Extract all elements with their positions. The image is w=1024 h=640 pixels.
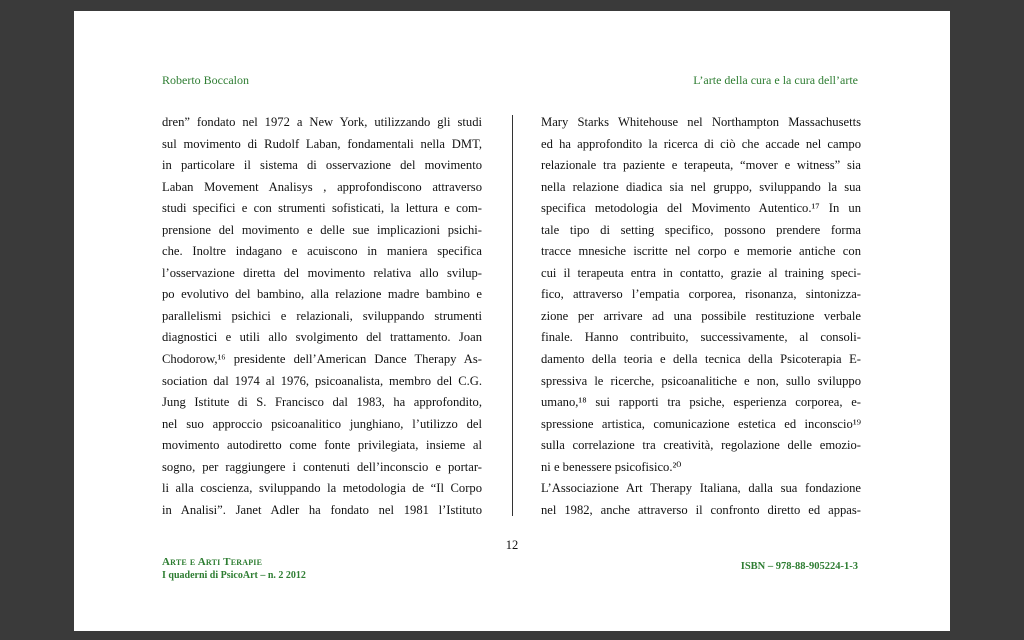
text-line: li alla coscienza, sviluppando la metodologia de “Il Corpo [162,481,482,496]
text-line: finale. Hanno contribuito, successivamente, al consoli- [541,330,861,345]
text-line: tale tipo di setting specifico, possono prendere forma [541,222,861,237]
text-line: Mary Starks Whitehouse nel Northampton Massachusetts [541,115,861,129]
running-header-author: Roberto Boccalon [162,73,249,87]
text-line: che. Inoltre indagano e acuiscono in maniera specifica [162,244,482,259]
text-line: Laban Movement Analisys , approfondiscono attraverso [162,179,482,194]
text-line: l’osservazione diretta del movimento relativa allo svilup- [162,265,482,280]
document-page [74,11,950,631]
left-text-column [162,112,482,521]
text-line: ed ha approfondito la ricerca di ciò che accade nel campo [541,136,861,151]
text-line: sogno, per raggiungere i contenuti dell’inconscio e portar- [162,459,482,474]
text-line: parallelismi psichici e relazionali, sviluppando strumenti [162,308,482,323]
footer-isbn: ISBN – 978-88-905224-1-3 [740,561,858,572]
text-line: studi specifici e con strumenti sofisticati, la lettura e com- [162,201,482,216]
text-line: prensione del movimento e delle sue implicazioni psichi- [162,222,482,237]
footer-series-issue: I quaderni di PsicoArt – n. 2 2012 [162,570,306,581]
text-line: Chodorow,¹⁶ presidente dell’American Dance Therapy As- [162,352,482,367]
text-line: dren” fondato nel 1972 a New York, utilizzando gli studi [162,115,482,129]
text-line: in particolare il sistema di osservazione del movimento [162,158,482,173]
footer-series-title: Arte e Arti Terapie [162,556,263,568]
text-line: spressione artistica, comunicazione estetica ed inconscio¹⁹ [541,416,861,431]
text-line: in Analisi”. Janet Adler ha fondato nel 1981 l’Istituto [162,502,482,517]
text-line: umano,¹⁸ sui rapporti tra psiche, esperienza corporea, e- [541,395,861,410]
text-line: tracce mnesiche iscritte nel corpo e memorie antiche con [541,244,861,259]
text-line: po evolutivo del bambino, alla relazione madre bambino e [162,287,482,302]
text-line: damento della teoria e della tecnica della Psicoterapia E- [541,352,861,367]
text-line: movimento autodiretto come fonte privilegiata, insieme al [162,438,482,453]
text-line: sociation dal 1974 al 1976, psicoanalista, membro del C.G. [162,373,482,388]
right-text-column [541,112,861,521]
text-line: nel suo approccio psicoanalitico junghiano, l’utilizzo del [162,416,482,431]
text-line: relazionale tra paziente e terapeuta, “mover e witness” sia [541,158,861,173]
text-line: fico, attraverso l’empatia corporea, risonanza, sintonizza- [541,287,861,302]
text-line: ni e benessere psicofisico.²⁰ [541,459,682,474]
text-line: sulla correlazione tra creatività, regolazione delle emozio- [541,438,861,453]
page-number: 12 [505,538,519,552]
text-line: nella relazione diadica sia nel gruppo, sviluppando la sua [541,179,861,194]
text-line: spressiva le ricerche, psicoanalitiche e non, sullo sviluppo [541,373,861,388]
text-line: diagnostici e utili allo svolgimento del trattamento. Joan [162,330,482,345]
footer-series [162,556,306,582]
text-line: specifica metodologia del Movimento Autentico.¹⁷ In un [541,201,861,216]
running-header-title: L’arte della cura e la cura dell’arte [693,73,858,87]
text-line: Jung Istitute di S. Francisco dal 1983, ha approfondito, [162,395,482,410]
text-line: zione per arrivare ad una possibile restituzione verbale [541,308,861,323]
text-line: L’Associazione Art Therapy Italiana, dalla sua fondazione [541,481,861,496]
text-line: cui il terapeuta entra in contatto, grazie al training speci- [541,265,861,280]
text-line: sul movimento di Rudolf Laban, fondamentali nella DMT, [162,136,482,151]
text-line: nel 1982, anche attraverso il confronto diretto ed appas- [541,502,861,517]
column-divider [512,115,513,516]
